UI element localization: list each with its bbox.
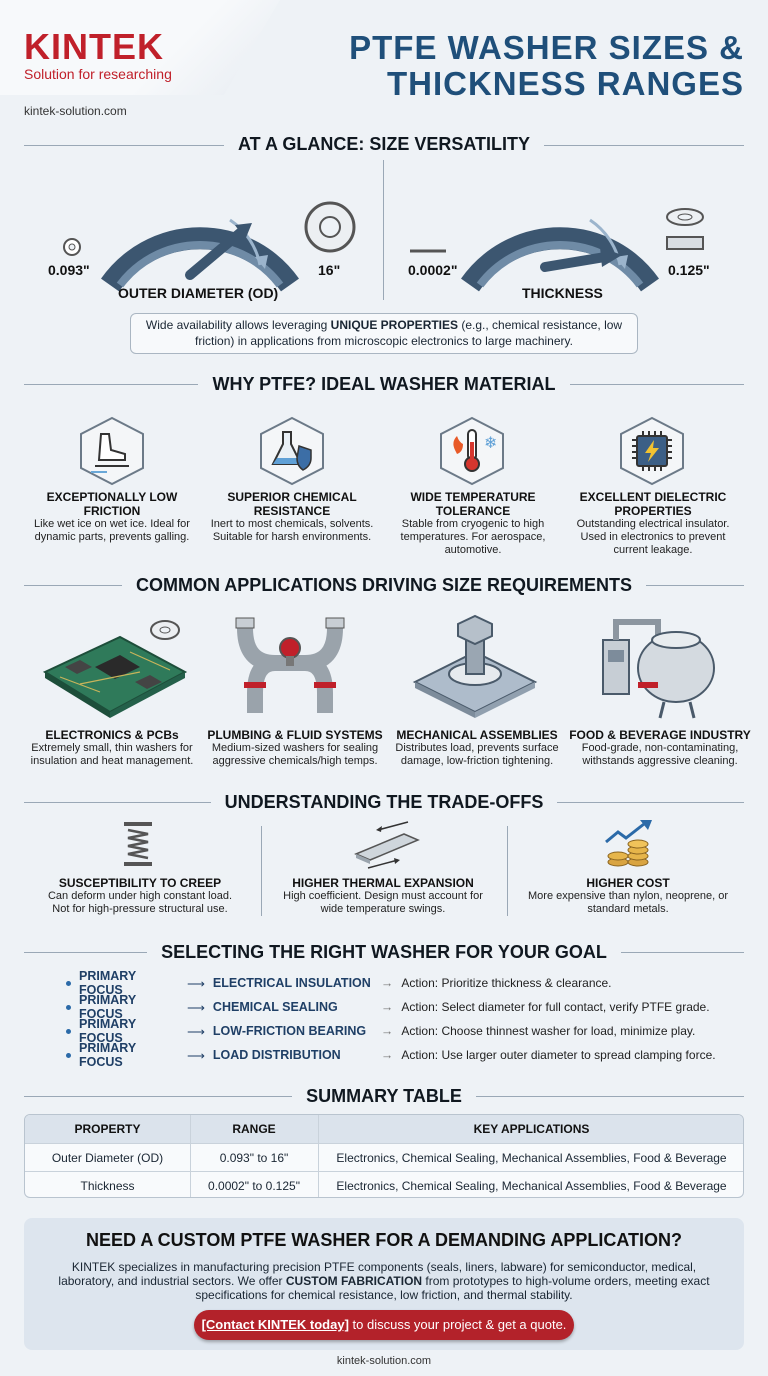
spring-creep-icon [118, 820, 158, 870]
focus-row-load: PRIMARY FOCUS ⟶ LOAD DISTRIBUTION → Action: Use larger outer diameter to spread clamping force. [66, 1045, 716, 1065]
od-gauge-label: OUTER DIAMETER (OD) [118, 285, 279, 301]
why-item-low-friction: EXCEPTIONALLY LOW FRICTION Like wet ice on wet ice. Ideal for dynamic parts, prevents galling. [34, 490, 190, 543]
cost-coins-icon [600, 818, 660, 870]
focus-row-low-friction: PRIMARY FOCUS ⟶ LOW-FRICTION BEARING → Action: Choose thinnest washer for load, minimize play. [66, 1021, 695, 1041]
kintek-logo: KINTEK [24, 26, 164, 67]
od-gauge-graphic [40, 165, 370, 305]
food-processing-illustration [598, 610, 728, 722]
logo-tagline: Solution for researching [24, 66, 172, 82]
tradeoff-cost: HIGHER COST More expensive than nylon, neoprene, or standard metals. [528, 876, 728, 915]
app-item-electronics: ELECTRONICS & PCBs Extremely small, thin washers for insulation and heat management. [30, 728, 194, 767]
tradeoff-divider [261, 826, 262, 916]
focus-row-electrical: PRIMARY FOCUS ⟶ ELECTRICAL INSULATION → Action: Prioritize thickness & clearance. [66, 973, 612, 993]
plumbing-illustration [230, 608, 350, 723]
gauge-divider [383, 160, 384, 300]
table-cell: 0.0002" to 0.125" [208, 1178, 300, 1193]
thickness-gauge-needle [545, 257, 605, 267]
thickness-gauge-graphic [400, 165, 730, 305]
table-cell: Electronics, Chemical Sealing, Mechanical Assemblies, Food & Beverage [336, 1150, 727, 1165]
summary-title: SUMMARY TABLE [0, 1086, 768, 1107]
glance-title: AT A GLANCE: SIZE VERSATILITY [0, 134, 768, 155]
flask-shield-icon [257, 416, 327, 486]
tradeoff-divider [507, 826, 508, 916]
why-item-dielectric: EXCELLENT DIELECTRIC PROPERTIES Outstanding electrical insulator. Used in electronics to prevent current leakage. [576, 490, 730, 556]
table-header-cell: RANGE [232, 1122, 276, 1136]
table-row [25, 1171, 744, 1198]
od-min-label: 0.093" [48, 262, 90, 278]
table-header-row [25, 1115, 744, 1143]
cta-description: KINTEK specializes in manufacturing precision PTFE components (seals, liners, labware) for semiconductor, medical, laboratory, and industrial sectors. We offer CUSTOM FABRICATION from prototypes to high-volume orders, meeting exact specifications for chemical resistance, low friction, and thermal stability. [58, 1260, 710, 1302]
site-url-top[interactable]: kintek-solution.com [24, 104, 127, 118]
thermal-expansion-icon [348, 820, 428, 870]
thermometer-icon [437, 416, 507, 486]
apps-title: COMMON APPLICATIONS DRIVING SIZE REQUIREMENTS [0, 575, 768, 596]
tradeoffs-title: UNDERSTANDING THE TRADE-OFFS [0, 792, 768, 813]
chip-bolt-icon [617, 416, 687, 486]
mechanical-assembly-illustration [410, 612, 540, 722]
table-cell: Thickness [80, 1178, 135, 1193]
page-title: PTFE WASHER SIZES & THICKNESS RANGES [349, 29, 744, 102]
site-url-bottom[interactable]: kintek-solution.com [336, 1355, 432, 1367]
thickness-min-label: 0.0002" [408, 262, 458, 278]
table-cell: Outer Diameter (OD) [51, 1150, 164, 1165]
why-title: WHY PTFE? IDEAL WASHER MATERIAL [0, 374, 768, 395]
contact-button[interactable]: [Contact KINTEK today] to discuss your project & get a quote. [194, 1310, 574, 1340]
app-item-food-beverage: FOOD & BEVERAGE INDUSTRY Food-grade, non-contaminating, withstands aggressive cleaning. [569, 728, 751, 767]
focus-row-chemical: PRIMARY FOCUS ⟶ CHEMICAL SEALING → Action: Select diameter for full contact, verify PTFE grade. [66, 997, 710, 1017]
table-row [25, 1143, 744, 1171]
versatility-note: Wide availability allows leveraging UNIQUE PROPERTIES (e.g., chemical resistance, low friction) in applications from microscopic electronics to large machinery. [130, 313, 638, 354]
table-cell: 0.093" to 16" [219, 1150, 289, 1165]
tradeoff-thermal-expansion: HIGHER THERMAL EXPANSION High coefficient. Design must account for wide temperature swings. [283, 876, 483, 915]
table-header-cell: KEY APPLICATIONS [473, 1122, 590, 1136]
tradeoff-creep: SUSCEPTIBILITY TO CREEP Can deform under high constant load. Not for high-pressure structural use. [47, 876, 233, 915]
thickness-gauge-label: THICKNESS [522, 285, 603, 301]
why-item-chemical-resistance: SUPERIOR CHEMICAL RESISTANCE Inert to most chemicals, solvents. Suitable for harsh environments. [210, 490, 374, 543]
summary-table [24, 1114, 744, 1198]
app-item-plumbing: PLUMBING & FLUID SYSTEMS Medium-sized washers for sealing aggressive chemicals/high temps. [207, 728, 383, 767]
selecting-title: SELECTING THE RIGHT WASHER FOR YOUR GOAL [0, 942, 768, 963]
svg-text:❄: ❄ [484, 433, 498, 452]
app-item-mechanical: MECHANICAL ASSEMBLIES Distributes load, prevents surface damage, low-friction tightening. [395, 728, 559, 767]
table-cell: Electronics, Chemical Sealing, Mechanical Assemblies, Food & Beverage [336, 1178, 727, 1193]
thickness-max-label: 0.125" [668, 262, 710, 278]
od-max-label: 16" [318, 262, 341, 278]
cta-panel [24, 1218, 744, 1350]
pcb-illustration [40, 612, 190, 722]
ice-skate-icon [77, 416, 147, 486]
why-item-temperature: WIDE TEMPERATURE TOLERANCE Stable from cryogenic to high temperatures. For aerospace, automotive. [400, 490, 546, 556]
cta-title: NEED A CUSTOM PTFE WASHER FOR A DEMANDING APPLICATION? [85, 1230, 682, 1250]
table-header-cell: PROPERTY [74, 1122, 141, 1136]
